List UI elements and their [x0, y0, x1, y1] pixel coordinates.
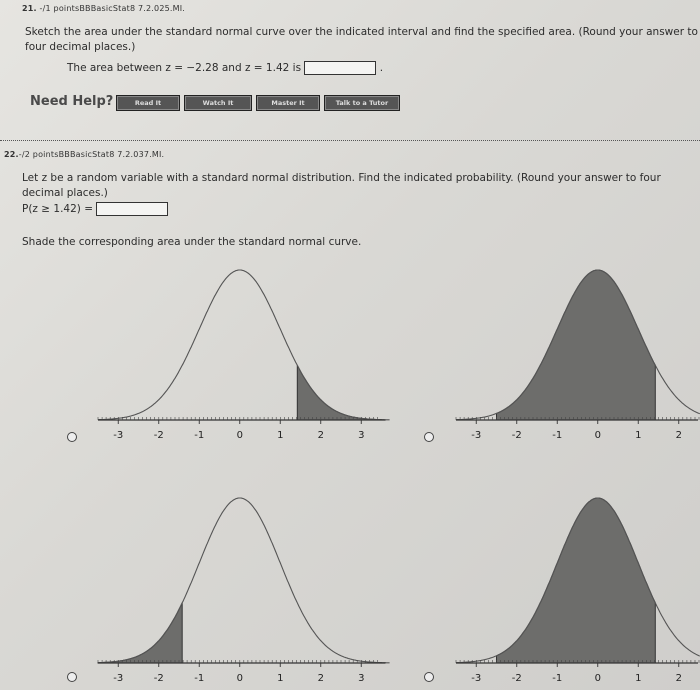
tick-label: 1 — [277, 673, 284, 684]
read-it-button[interactable]: Read It — [116, 95, 180, 111]
q21-source: BBBasicStat8 7.2.025.MI. — [79, 4, 186, 13]
graph-option-c[interactable] — [80, 485, 390, 690]
q22-points: -/2 points — [18, 150, 59, 159]
q22-probability — [22, 202, 168, 217]
tick-label: 2 — [317, 673, 324, 684]
tick-label: -2 — [153, 430, 164, 441]
tick-label: 1 — [277, 430, 284, 441]
q21-instruction: Sketch the area under the standard normal curve over the indicated interval and find the specified area. (Round your answer to four decimal places.) — [25, 26, 698, 53]
tick-label: -3 — [113, 430, 124, 441]
q22-source: BBBasicStat8 7.2.037.MI. — [58, 150, 165, 159]
watch-it-button[interactable]: Watch It — [184, 95, 252, 111]
shaded-area — [497, 270, 656, 420]
tick-label: -3 — [113, 673, 124, 684]
tick-label: 1 — [635, 673, 642, 684]
tick-label: -2 — [511, 673, 522, 684]
q21-points: -/1 points — [39, 4, 80, 13]
tick-label: 0 — [236, 673, 243, 684]
tick-label: -3 — [471, 673, 482, 684]
q22-shade-prompt: Shade the corresponding area under the standard normal curve. — [22, 236, 362, 248]
graph-option-a[interactable] — [80, 255, 390, 450]
tick-label: 2 — [317, 430, 324, 441]
q21-prompt — [67, 61, 383, 76]
graph-option-b-radio[interactable] — [424, 432, 434, 442]
tick-label: -3 — [471, 430, 482, 441]
graph-option-d[interactable] — [436, 485, 700, 690]
talk-to-tutor-button[interactable]: Talk to a Tutor — [324, 95, 400, 111]
q22-header — [4, 150, 164, 159]
tick-label: 3 — [358, 673, 365, 684]
question-divider — [0, 140, 700, 141]
q22-prob-label: P(z ≥ 1.42) = — [22, 203, 94, 215]
shaded-area — [98, 603, 182, 663]
q21-prompt-text: The area between z = −2.28 and z = 1.42 is — [67, 62, 302, 74]
master-it-button[interactable]: Master It — [256, 95, 320, 111]
need-help-label: Need Help? — [30, 94, 114, 109]
tick-label: 2 — [675, 673, 682, 684]
q21-prompt-suffix: . — [379, 62, 384, 74]
tick-label: -1 — [552, 430, 563, 441]
q21-number: 21. — [22, 4, 37, 13]
tick-label: -2 — [153, 673, 164, 684]
graph-option-d-radio[interactable] — [424, 672, 434, 682]
shaded-area — [297, 365, 381, 420]
normal-curve — [98, 498, 390, 663]
graph-option-c-radio[interactable] — [67, 672, 77, 682]
tick-label: 0 — [594, 673, 601, 684]
q22-number: 22. — [4, 150, 19, 159]
shaded-area — [497, 498, 656, 663]
graph-option-a-radio[interactable] — [67, 432, 77, 442]
q22-answer-input[interactable] — [96, 202, 168, 216]
graph-option-b[interactable] — [436, 255, 700, 450]
tick-label: -2 — [511, 430, 522, 441]
q21-answer-input[interactable] — [304, 61, 376, 75]
q22-instruction: Let z be a random variable with a standard normal distribution. Find the indicated probability. (Round your answer to four decimal places.) — [22, 172, 661, 199]
tick-label: 2 — [675, 430, 682, 441]
tick-label: 3 — [358, 430, 365, 441]
tick-label: 0 — [236, 430, 243, 441]
tick-label: -1 — [194, 430, 205, 441]
tick-label: -1 — [194, 673, 205, 684]
tick-label: -1 — [552, 673, 563, 684]
tick-label: 1 — [635, 430, 642, 441]
tick-label: 0 — [594, 430, 601, 441]
normal-curve — [98, 270, 390, 420]
q21-header — [22, 4, 185, 13]
